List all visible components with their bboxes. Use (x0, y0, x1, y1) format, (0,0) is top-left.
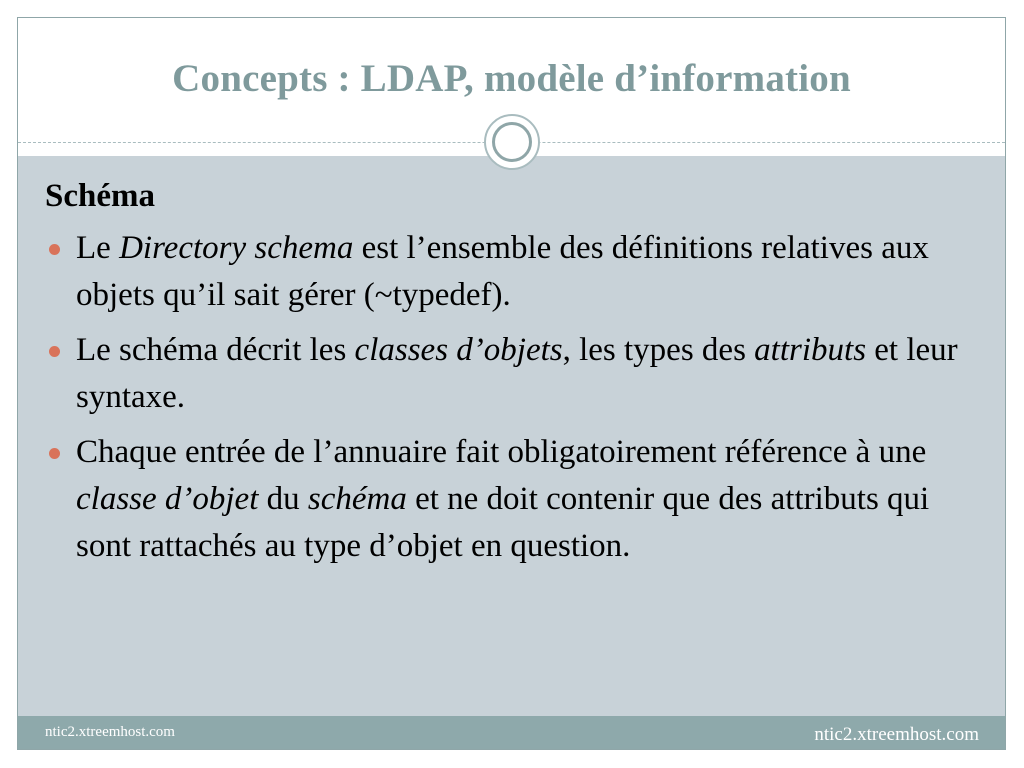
bullet-text: est l’ensemble des définitions relatives aux objets qu’il sait gérer (~typedef). (76, 230, 929, 313)
slide-frame (17, 17, 1006, 750)
slide-title: Concepts : LDAP, modèle d’information (172, 57, 851, 100)
bullet-item (45, 225, 985, 319)
section-heading: Schéma (45, 178, 155, 214)
bullet-dot-icon (49, 448, 60, 459)
bullet-dot-icon (49, 346, 60, 357)
bullet-text: et ne doit contenir que des attributs qui sont rattachés au type d’objet en question. (76, 481, 930, 564)
bullet-text: Le schéma décrit les (76, 332, 355, 368)
bullet-text-italic: Directory schema (119, 230, 354, 266)
bullet-text-italic: classe d’objet (76, 481, 259, 517)
bullet-dot-icon (49, 244, 60, 255)
circle-ornament-icon (484, 114, 540, 170)
slide-content (45, 178, 985, 578)
bullet-text: , les types des (562, 332, 755, 368)
bullet-text-italic: attributs (754, 332, 867, 368)
bullet-text-italic: classes d’objets (354, 332, 563, 368)
bullet-text: Chaque entrée de l’annuaire fait obligatoirement référence à une (76, 434, 927, 470)
bullet-item (45, 327, 985, 421)
bullet-list (45, 225, 985, 570)
bullet-text: Le (76, 230, 120, 266)
bullet-item (45, 429, 985, 570)
footer-left-text: ntic2.xtreemhost.com (45, 724, 175, 740)
footer-right-text: ntic2.xtreemhost.com (814, 724, 979, 745)
footer-bar (18, 716, 1005, 750)
bullet-text: du (258, 481, 308, 517)
bullet-text: et leur syntaxe. (76, 332, 958, 415)
bullet-text-italic: schéma (307, 481, 407, 517)
circle-ornament-inner (492, 122, 532, 162)
